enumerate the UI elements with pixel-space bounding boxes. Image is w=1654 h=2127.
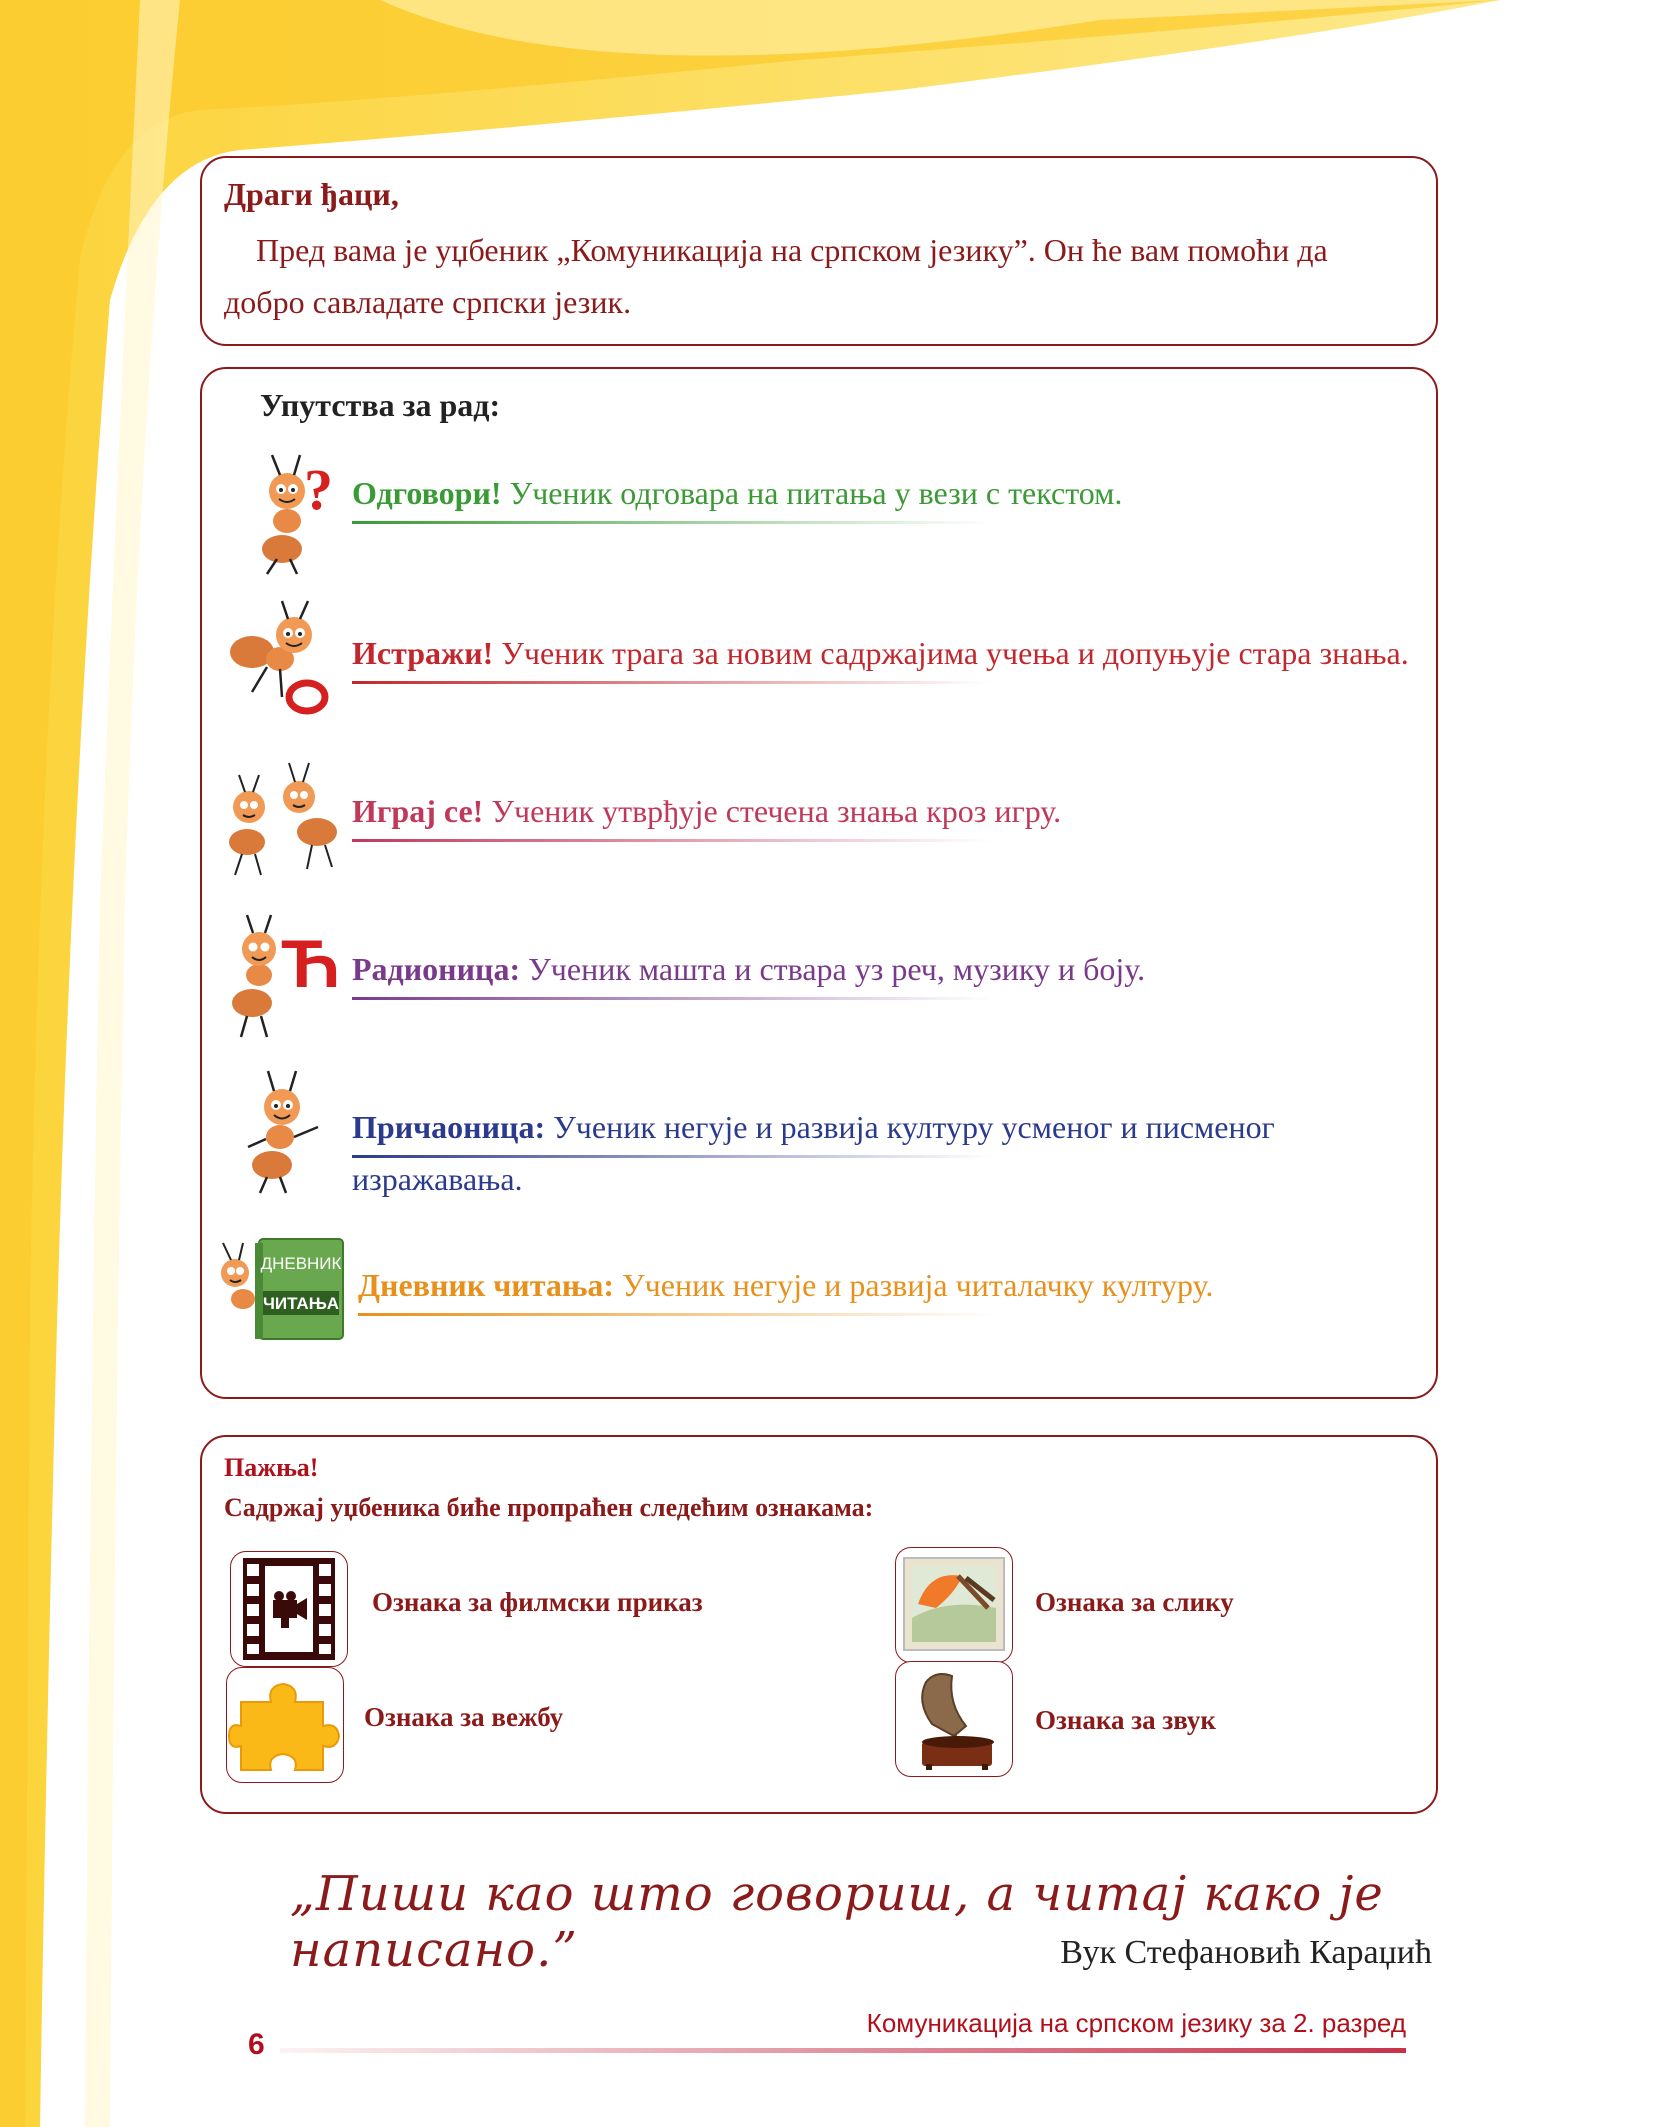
instruction-label-explore: Истражи!	[352, 635, 494, 671]
intro-title: Драги ђаци,	[224, 176, 399, 212]
instructions-title: Упутства за рад:	[260, 387, 501, 423]
instructions-box	[200, 367, 1438, 1399]
svg-text:Ћ: Ћ	[281, 926, 341, 1002]
instruction-label-talking: Причаоница:	[352, 1109, 546, 1145]
film-icon	[231, 1552, 347, 1666]
instruction-item-diary	[202, 1251, 1440, 1371]
quote-author: Вук Стефановић Караџић	[1060, 1934, 1432, 1971]
underline-play	[352, 839, 992, 842]
two-ants-icon	[217, 757, 347, 887]
page-number: 6	[248, 2028, 265, 2061]
underline-explore	[352, 681, 992, 684]
gramophone-symbol	[895, 1661, 1013, 1777]
film-symbol	[230, 1551, 348, 1667]
instruction-text-answer: Одговори! Ученик одговара на питања у вези с текстом.	[352, 475, 1123, 511]
instruction-text-explore: Истражи! Ученик трага за новим садржајима учења и допуњује стара знања.	[352, 635, 1409, 671]
footer-rule	[280, 2048, 1406, 2053]
instruction-label-diary: Дневник читања:	[358, 1267, 614, 1303]
instruction-item-workshop	[202, 926, 1440, 1055]
puzzle-symbol-label: Ознака за вежбу	[364, 1702, 564, 1732]
instruction-item-play	[202, 777, 1440, 897]
gramophone-symbol-label: Ознака за звук	[1035, 1705, 1216, 1735]
instruction-item-answer	[202, 459, 1440, 579]
notice-box	[200, 1435, 1438, 1814]
instruction-label-play: Играј се!	[352, 793, 484, 829]
ant-question-icon	[242, 449, 342, 579]
painting-icon	[896, 1548, 1012, 1662]
instruction-item-talking	[202, 1093, 1440, 1213]
painting-symbol-label: Ознака за слику	[1035, 1587, 1234, 1617]
intro-box	[200, 156, 1438, 346]
instruction-text-workshop: Радионица: Ученик машта и ствара уз реч, музику и боју.	[352, 951, 1146, 987]
intro-text: Пред вама је уџбеник „Комуникација на српском језику”. Он ће вам помоћи да добро савладате српски језик.	[224, 232, 1328, 320]
instruction-text-play: Играј се! Ученик утврђује стечена знања кроз игру.	[352, 793, 1062, 829]
underline-answer	[352, 521, 992, 524]
instruction-text-talking: Причаоница: Ученик негује и развија културу усменог и писменог изражавања.	[352, 1109, 1275, 1197]
svg-text:?: ?	[304, 457, 333, 522]
reading-diary-icon	[207, 1233, 352, 1343]
underline-talking	[352, 1155, 992, 1158]
puzzle-symbol	[226, 1667, 344, 1783]
ant-talking-icon	[232, 1067, 342, 1197]
ant-letter-icon	[217, 913, 347, 1043]
puzzle-icon	[227, 1668, 343, 1782]
instruction-text-diary: Дневник читања: Ученик негује и развија читалачку културу.	[358, 1267, 1214, 1303]
notice-title: Пажња!	[224, 1453, 319, 1482]
instruction-label-answer: Одговори!	[352, 475, 502, 511]
notice-subtitle: Садржај уџбеника биће пропраћен следећим ознакама:	[224, 1493, 874, 1522]
svg-text:ДНЕВНИК: ДНЕВНИК	[260, 1254, 342, 1273]
footer-book-title: Комуникација на српском језику за 2. разред	[866, 2008, 1406, 2038]
underline-diary	[358, 1313, 998, 1316]
instruction-item-explore	[202, 619, 1440, 739]
gramophone-icon	[896, 1662, 1012, 1776]
film-symbol-label: Ознака за филмски приказ	[372, 1587, 703, 1617]
painting-symbol	[895, 1547, 1013, 1663]
instruction-label-workshop: Радионица:	[352, 951, 521, 987]
ant-magnifier-icon	[222, 597, 342, 727]
quote-text: „Пиши као што говориш, а читај како је написано.”	[290, 1866, 1384, 1978]
svg-text:ЧИТАЊА: ЧИТАЊА	[262, 1294, 340, 1313]
underline-workshop	[352, 997, 992, 1000]
